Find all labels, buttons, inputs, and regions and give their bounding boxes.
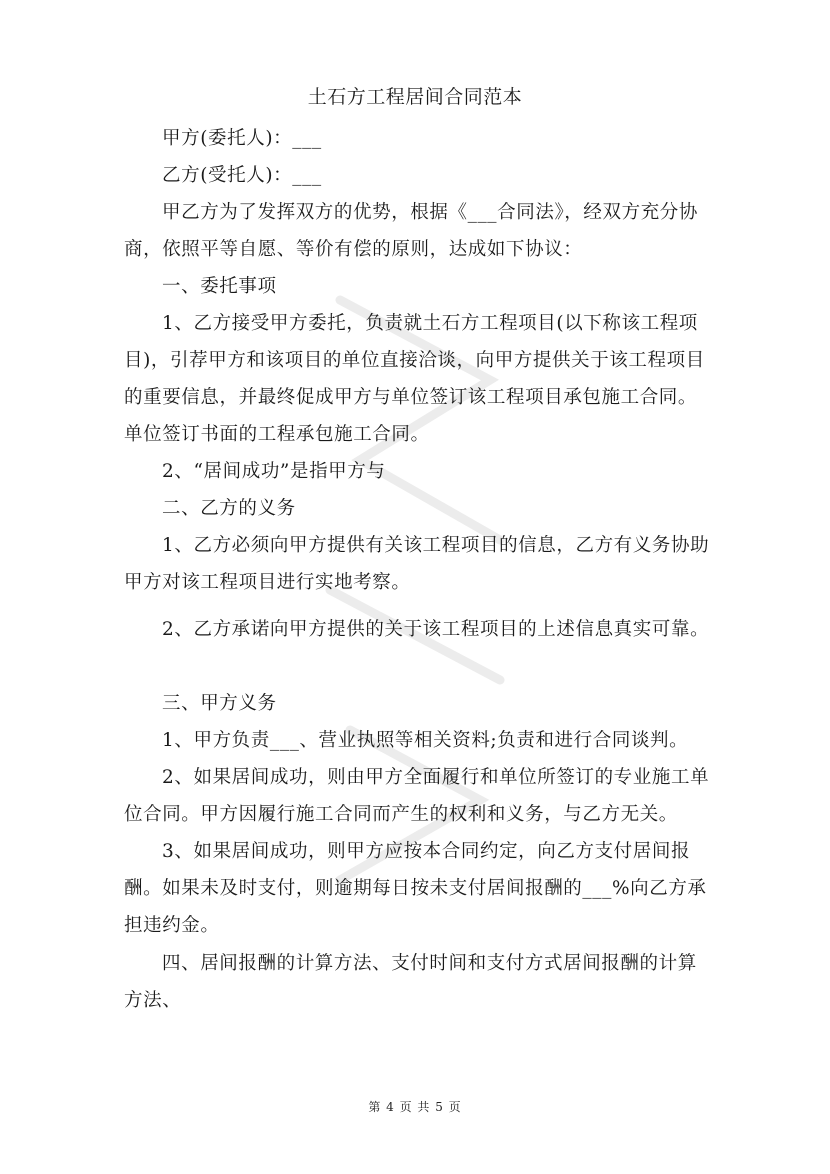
clause-3-3: 3、如果居间成功，则甲方应按本合同约定，向乙方支付居间报酬。如果未及时支付，则逾期每日按未支付居间报酬的___%向乙方承担违约金。 [124, 841, 707, 936]
clause-1-2: 2、“居间成功”是指甲方与 [162, 461, 386, 482]
preamble-paragraph: 甲乙方为了发挥双方的优势，根据《___合同法》，经双方充分协商，依照平等自愿、等价有偿的原则，达成如下协议： [124, 202, 699, 260]
clause-3-1: 1、甲方负责___、营业执照等相关资料;负责和进行合同谈判。 [162, 730, 689, 751]
clause-2-1: 1、乙方必须向甲方提供有关该工程项目的信息，乙方有义务协助甲方对该工程项目进行实地考察。 [124, 535, 710, 593]
section-heading-2: 二、乙方的义务 [162, 498, 296, 519]
section-heading-4: 四、居间报酬的计算方法、支付时间和支付方式居间报酬的计算方法、 [124, 953, 697, 1011]
party-b-line: 乙方(受托人)：___ [162, 165, 322, 186]
party-a-line: 甲方(委托人)：___ [162, 128, 322, 149]
clause-1-1: 1、乙方接受甲方委托，负责就土石方工程项目(以下称该工程项目)，引荐甲方和该项目的单位直接洽谈，向甲方提供关于该工程项目的重要信息，并最终促成甲方与单位签订该工程项目承包施工合同。单位签订书面的工程承包施工合同。 [124, 313, 705, 445]
section-heading-1: 一、委托事项 [162, 276, 277, 297]
section-heading-3: 三、甲方义务 [162, 693, 277, 714]
document-title: 土石方工程居间合同范本 [307, 86, 523, 108]
clause-2-2: 2、乙方承诺向甲方提供的关于该工程项目的上述信息真实可靠。 [162, 619, 710, 640]
page-number: 第 4 页 共 5 页 [368, 1100, 462, 1114]
clause-3-2: 2、如果居间成功，则由甲方全面履行和单位所签订的专业施工单位合同。甲方因履行施工合同而产生的权利和义务，与乙方无关。 [124, 767, 710, 825]
